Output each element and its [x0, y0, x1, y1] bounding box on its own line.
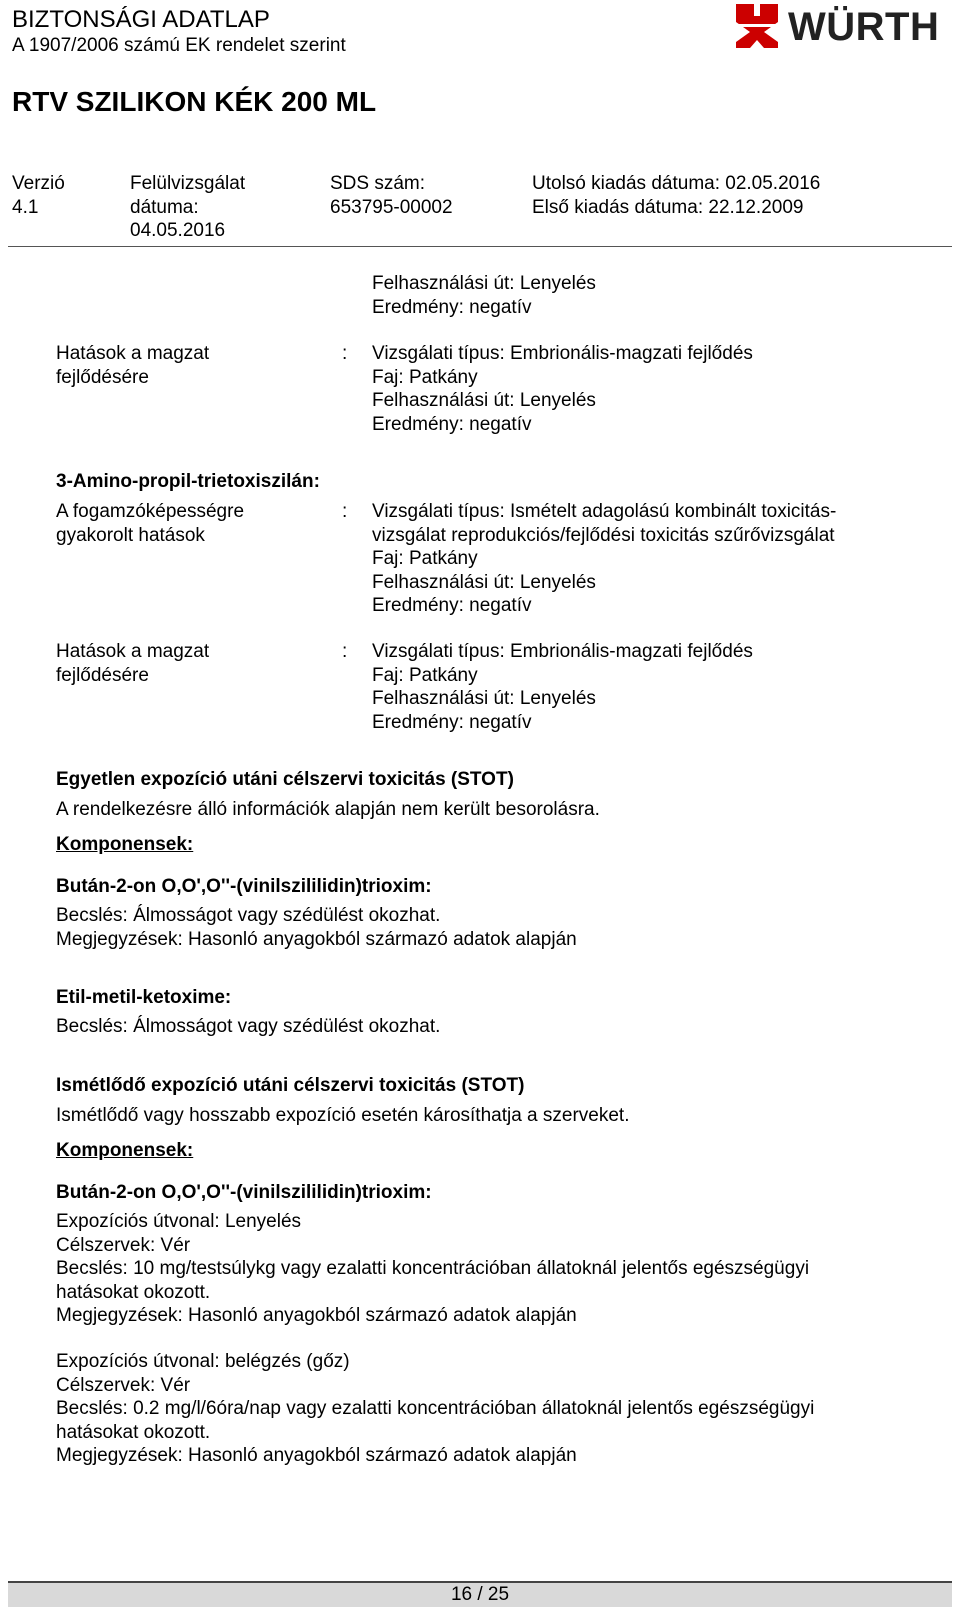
stot-single-heading: Egyetlen expozíció utáni célszervi toxicitás (STOT) — [56, 769, 514, 790]
issue-dates-block — [532, 172, 820, 219]
result: Eredmény: negatív — [372, 595, 532, 616]
last-issue-date: Utolsó kiadás dátuma: 02.05.2016 — [532, 173, 821, 194]
remarks: Megjegyzések: Hasonló anyagokból származó adatok alapján — [56, 1445, 577, 1466]
test-type-cont: vizsgálat reprodukciós/fejlődési toxicitás szűrővizsgálat — [372, 524, 835, 546]
version-value: 4.1 — [12, 196, 39, 218]
species: Faj: Patkány — [372, 548, 478, 569]
component-name: Etil-metil-ketoxime: — [56, 987, 232, 1008]
fertility-effects-label — [56, 500, 316, 547]
sds-number-label: SDS szám: — [330, 173, 426, 194]
label-line: A fogamzóképességre — [56, 501, 245, 522]
first-issue-date: Első kiadás dátuma: 22.12.2009 — [532, 196, 804, 218]
fetal-effects-label — [56, 640, 316, 687]
result: Eredmény: negatív — [372, 711, 532, 733]
result: Eredmény: negatív — [372, 296, 532, 318]
remarks: Megjegyzések: Hasonló anyagokból származó adatok alapján — [56, 1305, 577, 1326]
estimate: Becslés: Álmosságot vagy szédülést okozhat. — [56, 1016, 441, 1037]
colon: : — [342, 641, 348, 662]
species: Faj: Patkány — [372, 664, 478, 686]
result: Eredmény: negatív — [372, 413, 532, 435]
estimate: Becslés: 10 mg/testsúlykg vagy ezalatti koncentrációban állatoknál jelentős egészségügyi — [56, 1258, 810, 1279]
target-organs: Célszervek: Vér — [56, 1374, 191, 1396]
exposure-route: Expozíciós útvonal: belégzés (gőz) — [56, 1351, 350, 1372]
label-line: fejlődésére — [56, 664, 149, 686]
estimate-cont: hatásokat okozott. — [56, 1281, 211, 1303]
test-type: Vizsgálati típus: Embrionális-magzati fejlődés — [372, 343, 753, 364]
label-line: fejlődésére — [56, 366, 149, 388]
stot-single-statement: A rendelkezésre álló információk alapján nem került besorolásra. — [56, 799, 600, 820]
sds-number-value: 653795-00002 — [330, 196, 453, 218]
target-organs: Célszervek: Vér — [56, 1234, 191, 1256]
page-number: 16 / 25 — [450, 1584, 510, 1605]
estimate-cont: hatásokat okozott. — [56, 1421, 211, 1443]
label-line: gyakorolt hatások — [56, 524, 205, 546]
top-continuation — [372, 272, 932, 319]
components-label: Komponensek: — [56, 834, 194, 855]
component-name: Bután-2-on O,O',O''-(vinilszililidin)trioxim: — [56, 876, 432, 897]
colon: : — [342, 343, 348, 364]
review-date-block — [130, 172, 245, 243]
estimate: Becslés: Álmosságot vagy szédülést okozhat. — [56, 905, 441, 926]
species: Faj: Patkány — [372, 366, 478, 388]
product-name: RTV SZILIKON KÉK 200 ML — [12, 86, 377, 117]
fetal-effects-values — [372, 342, 932, 436]
test-type: Vizsgálati típus: Ismételt adagolású kombinált toxicitás- — [372, 501, 837, 522]
remarks: Megjegyzések: Hasonló anyagokból származó adatok alapján — [56, 928, 577, 950]
label-line: Hatások a magzat — [56, 641, 210, 662]
exposure-route: Felhasználási út: Lenyelés — [372, 390, 596, 411]
review-date-label-2: dátuma: — [130, 196, 199, 218]
version-label: Verzió — [12, 173, 65, 194]
exposure-block-ingestion — [56, 1210, 946, 1328]
review-date-label: Felülvizsgálat — [130, 173, 246, 194]
regulation-subtitle: A 1907/2006 számú EK rendelet szerint — [12, 35, 346, 56]
fetal-effects-label — [56, 342, 316, 389]
fertility-effects-values — [372, 500, 932, 618]
stot-repeated-heading: Ismétlődő expozíció utáni célszervi toxicitás (STOT) — [56, 1075, 525, 1096]
sds-number-block — [330, 172, 453, 219]
wurth-logo-mark-icon — [734, 2, 780, 50]
exposure-block-inhalation — [56, 1350, 946, 1468]
component-details — [56, 1015, 946, 1039]
estimate: Becslés: 0.2 mg/l/6óra/nap vagy ezalatti koncentrációban állatoknál jelentős egészségügyi — [56, 1398, 815, 1419]
exposure-route: Expozíciós útvonal: Lenyelés — [56, 1211, 302, 1232]
exposure-route: Felhasználási út: Lenyelés — [372, 688, 596, 709]
component-details — [56, 904, 946, 951]
exposure-route: Felhasználási út: Lenyelés — [372, 571, 596, 593]
components-label: Komponensek: — [56, 1140, 194, 1161]
colon: : — [342, 501, 348, 522]
label-line: Hatások a magzat — [56, 343, 210, 364]
wurth-logo — [734, 2, 954, 52]
document-type-title: BIZTONSÁGI ADATLAP — [12, 6, 270, 33]
component-heading: 3-Amino-propil-trietoxiszilán: — [56, 471, 320, 492]
exposure-route: Felhasználási út: Lenyelés — [372, 273, 596, 294]
review-date-value: 04.05.2016 — [130, 220, 226, 241]
test-type: Vizsgálati típus: Embrionális-magzati fejlődés — [372, 641, 753, 662]
wurth-logo-wordmark: WÜRTH — [788, 5, 940, 49]
version-block — [12, 172, 65, 219]
fetal-effects-values — [372, 640, 932, 734]
component-name: Bután-2-on O,O',O''-(vinilszililidin)trioxim: — [56, 1182, 432, 1203]
stot-repeated-statement: Ismétlődő vagy hosszabb expozíció esetén károsíthatja a szerveket. — [56, 1105, 630, 1126]
header-divider — [8, 246, 952, 247]
